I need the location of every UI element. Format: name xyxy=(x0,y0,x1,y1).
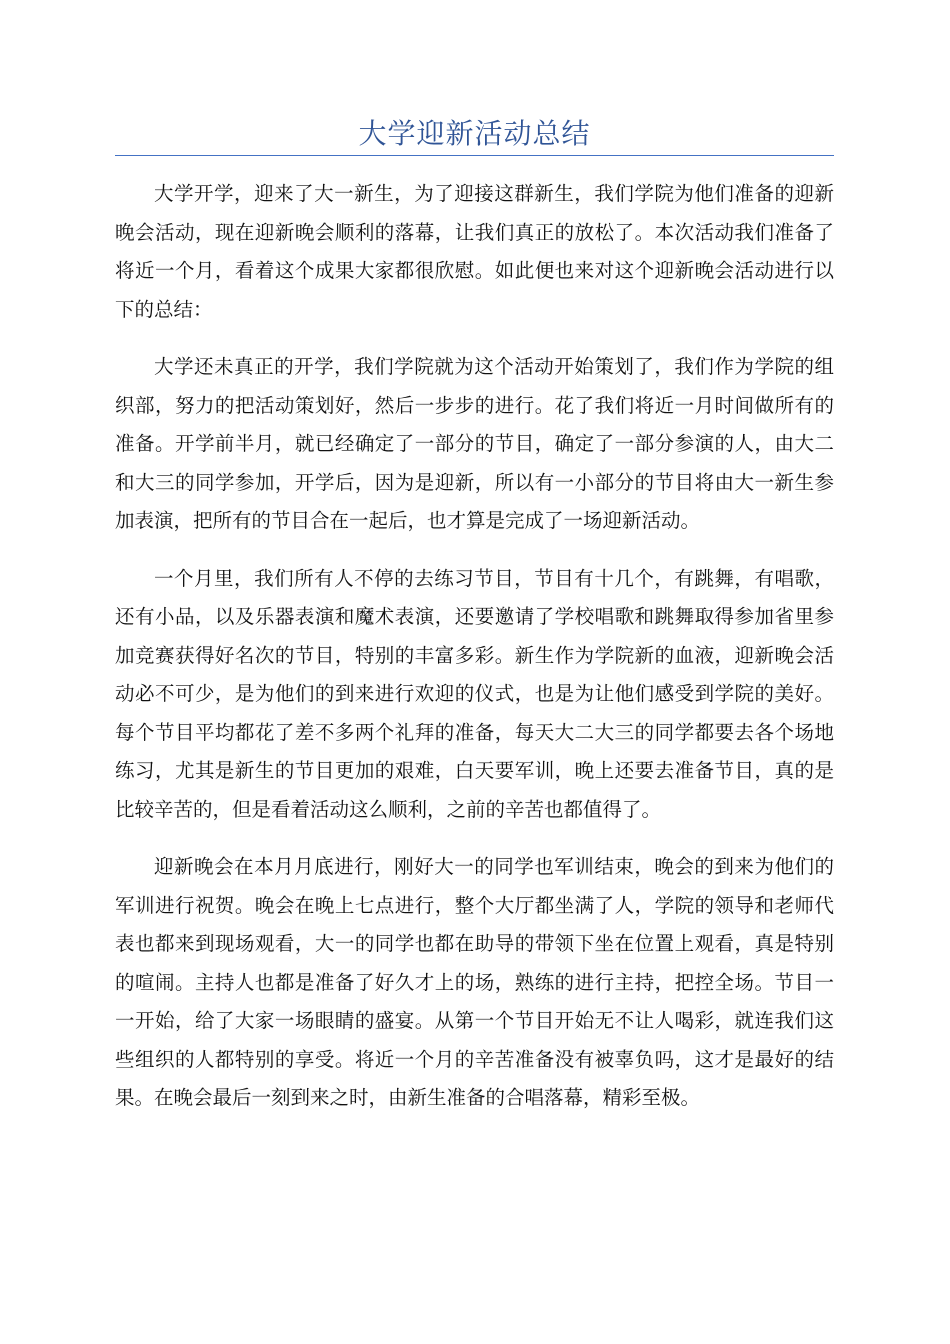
paragraph-gala-night: 迎新晚会在本月月底进行，刚好大一的同学也军训结束，晚会的到来为他们的军训进行祝贺。晚会在晚上七点进行，整个大厅都坐满了人，学院的领导和老师代表也都来到现场观看，大一的同学也都在助导的带领下坐在位置上观看，真是特别的喧闹。主持人也都是准备了好久才上的场，熟练的进行主持，把控全场。节目一一开始，给了大家一场眼睛的盛宴。从第一个节目开始无不让人喝彩，就连我们这些组织的人都特别的享受。将近一个月的辛苦准备没有被辜负吗，这才是最好的结果。在晚会最后一刻到来之时，由新生准备的合唱落幕，精彩至极。 xyxy=(115,855,834,1109)
document-body xyxy=(115,175,834,1137)
paragraph-intro: 大学开学，迎来了大一新生，为了迎接这群新生，我们学院为他们准备的迎新晚会活动，现在迎新晚会顺利的落幕，让我们真正的放松了。本次活动我们准备了将近一个月，看着这个成果大家都很欣慰。如此便也来对这个迎新晚会活动进行以下的总结： xyxy=(115,182,834,321)
title-underline-divider xyxy=(115,155,834,156)
document-title: 大学迎新活动总结 xyxy=(358,117,591,150)
paragraph-rehearsal: 一个月里，我们所有人不停的去练习节目，节目有十几个，有跳舞，有唱歌，还有小品，以及乐器表演和魔术表演，还要邀请了学校唱歌和跳舞取得参加省里参加竞赛获得好名次的节目，特别的丰富多彩。新生作为学院新的血液，迎新晚会活动必不可少，是为他们的到来进行欢迎的仪式，也是为让他们感受到学院的美好。每个节目平均都花了差不多两个礼拜的准备，每天大二大三的同学都要去各个场地练习，尤其是新生的节目更加的艰难，白天要军训，晚上还要去准备节目，真的是比较辛苦的，但是看着活动这么顺利，之前的辛苦也都值得了。 xyxy=(115,566,834,821)
paragraph-planning: 大学还未真正的开学，我们学院就为这个活动开始策划了，我们作为学院的组织部，努力的把活动策划好，然后一步步的进行。花了我们将近一月时间做所有的准备。开学前半月，就已经确定了一部分的节目，确定了一部分参演的人，由大二和大三的同学参加，开学后，因为是迎新，所以有一小部分的节目将由大一新生参加表演，把所有的节目合在一起后，也才算是完成了一场迎新活动。 xyxy=(115,355,834,532)
